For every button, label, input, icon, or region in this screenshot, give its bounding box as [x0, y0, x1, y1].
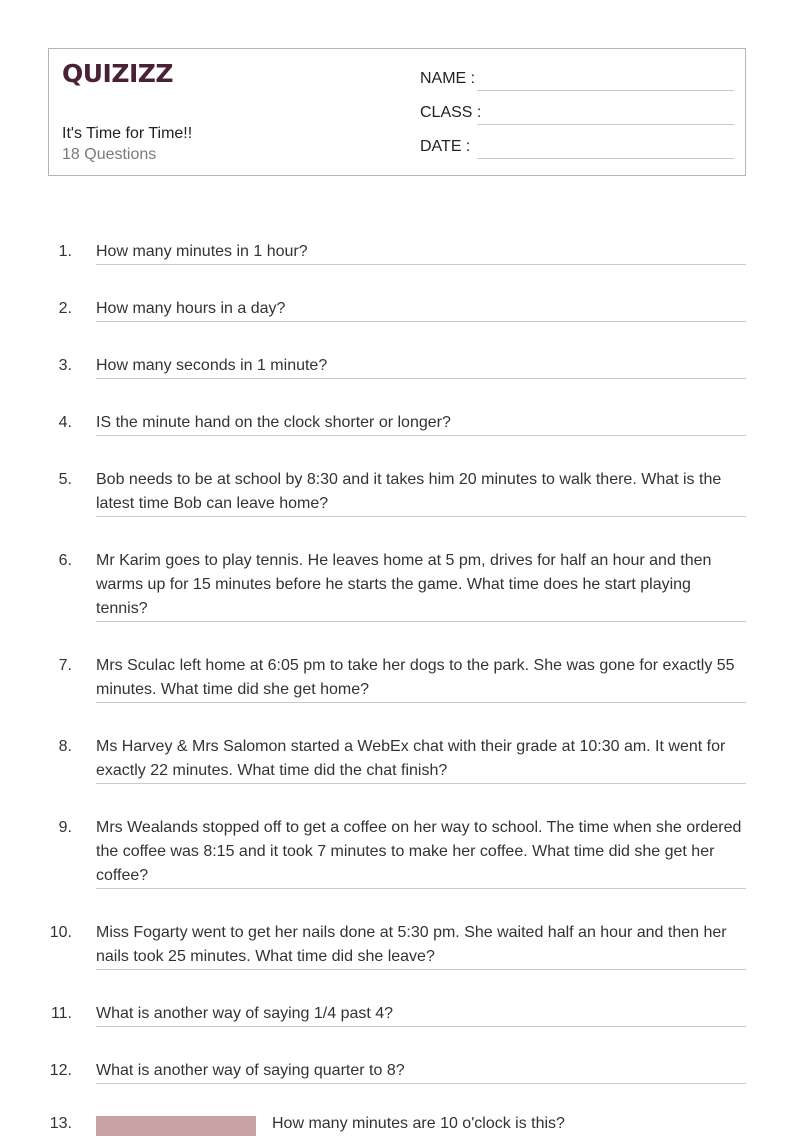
question-number: 1. [58, 243, 72, 260]
question-text: What is another way of saying 1/4 past 4? [96, 1002, 746, 1027]
worksheet-header [48, 48, 746, 176]
question-text: Mrs Wealands stopped off to get a coffee on her way to school. The time when she ordered the coffee was 8:15 and it took 7 minutes to make her coffee. What time did she get her coffee? [96, 816, 746, 889]
question-number: 6. [58, 552, 72, 569]
quizizz-logo: QUIZIZZ [62, 59, 174, 88]
question-text: Miss Fogarty went to get her nails done at 5:30 pm. She waited half an hour and then her nails took 25 minutes. What time did she leave? [96, 921, 746, 970]
question-text: How many seconds in 1 minute? [96, 354, 746, 379]
question-text: Mrs Sculac left home at 6:05 pm to take her dogs to the park. She was gone for exactly 55 minutes. What time did she get home? [96, 654, 746, 703]
class-field[interactable] [420, 101, 734, 125]
question-text: Ms Harvey & Mrs Salomon started a WebEx chat with their grade at 10:30 am. It went for exactly 22 minutes. What time did the chat finish? [96, 735, 746, 784]
class-label: CLASS : [420, 104, 482, 121]
date-label: DATE : [420, 138, 471, 155]
question-number: 11. [50, 1005, 72, 1022]
question-text: IS the minute hand on the clock shorter or longer? [96, 411, 746, 436]
question-number: 7. [58, 657, 72, 674]
question-number: 5. [58, 471, 72, 488]
worksheet-title: It's Time for Time!! [62, 125, 193, 142]
question-number: 9. [58, 819, 72, 836]
question-image [96, 1116, 256, 1136]
question-number: 3. [58, 357, 72, 374]
question-number: 12. [49, 1062, 72, 1079]
date-line [477, 158, 734, 159]
question-text: How many minutes in 1 hour? [96, 240, 746, 265]
name-line [477, 90, 734, 91]
question-number: 4. [58, 414, 72, 431]
question-number: 2. [58, 300, 72, 317]
date-field[interactable] [420, 135, 734, 159]
name-label: NAME : [420, 70, 476, 87]
question-number: 8. [58, 738, 72, 755]
class-line [477, 124, 734, 125]
question-text: How many hours in a day? [96, 297, 746, 322]
question-text: Mr Karim goes to play tennis. He leaves home at 5 pm, drives for half an hour and then warms up for 15 minutes before he starts the game. What time does he start playing tennis? [96, 549, 746, 622]
question-number: 13. [49, 1115, 72, 1132]
question-number: 10. [49, 924, 72, 941]
question-count: 18 Questions [62, 146, 157, 163]
name-field[interactable] [420, 67, 734, 91]
question-text: How many minutes are 10 o'clock is this? [272, 1115, 565, 1132]
question-text: Bob needs to be at school by 8:30 and it takes him 20 minutes to walk there. What is the latest time Bob can leave home? [96, 468, 746, 517]
question-text: What is another way of saying quarter to 8? [96, 1059, 746, 1084]
